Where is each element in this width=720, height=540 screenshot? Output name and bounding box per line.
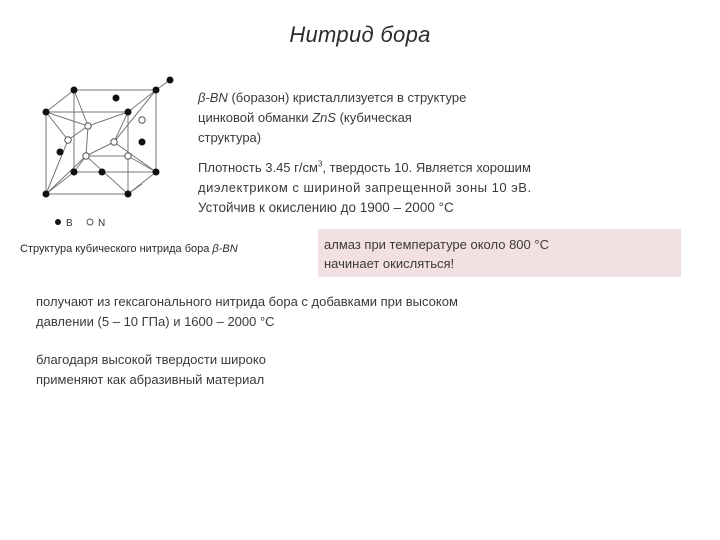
formula-zns: ZnS (312, 110, 336, 125)
paragraph-properties-line2: диэлектриком с шириной запрещенной зоны 10 эВ. (198, 180, 532, 195)
production-line1: получают из гексагонального нитрида бора с добавками при высоком (36, 294, 458, 309)
legend-boron-label: B (66, 218, 73, 229)
boron-atoms (43, 77, 174, 198)
formula-beta-bn: β-BN (198, 90, 228, 105)
paragraph-production (36, 292, 596, 332)
figure-caption (20, 243, 238, 255)
figure-legend (55, 218, 105, 229)
paragraph-structure-line1 (198, 88, 548, 108)
note-line2: начинает окисляться! (324, 256, 455, 271)
paragraph-properties-line1 (198, 158, 628, 178)
note-line1: алмаз при температуре около 800 °С (324, 237, 549, 252)
hardness-text: , твердость 10. Является хорошим (322, 160, 531, 175)
line2-rest: (кубическая (335, 110, 412, 125)
line2-text: цинковой обманки (198, 110, 313, 125)
legend-boron-dot (55, 219, 61, 225)
paragraph-application (36, 350, 456, 390)
line1-text: (боразон) кристаллизуется в структуре (227, 90, 467, 105)
production-line2: давлении (5 – 10 ГПа) и 1600 – 2000 °С (36, 314, 275, 329)
paragraph-structure-line3: структура) (198, 130, 262, 145)
legend-nitrogen-label: N (98, 218, 106, 229)
crystal-structure-figure (28, 76, 198, 236)
paragraph-structure (198, 88, 548, 148)
diamond-oxidation-note (318, 229, 681, 277)
legend-nitrogen-dot (87, 219, 93, 225)
slide-title: Нитрид бора (289, 22, 431, 47)
application-line1: благодаря высокой твердости широко (36, 352, 266, 367)
density-text: Плотность 3.45 г/см (198, 160, 318, 175)
caption-formula: β-BN (212, 243, 238, 255)
paragraph-properties-line3: Устойчив к окислению до 1900 – 2000 °С (198, 200, 454, 215)
density-superscript: 3 (317, 159, 323, 169)
application-line2: применяют как абразивный материал (36, 372, 265, 387)
nitrogen-atoms (65, 117, 145, 159)
bond-lines (46, 80, 170, 194)
paragraph-properties (198, 158, 628, 218)
caption-text: Структура кубического нитрида бора (20, 243, 213, 255)
paragraph-structure-line2 (198, 108, 548, 128)
